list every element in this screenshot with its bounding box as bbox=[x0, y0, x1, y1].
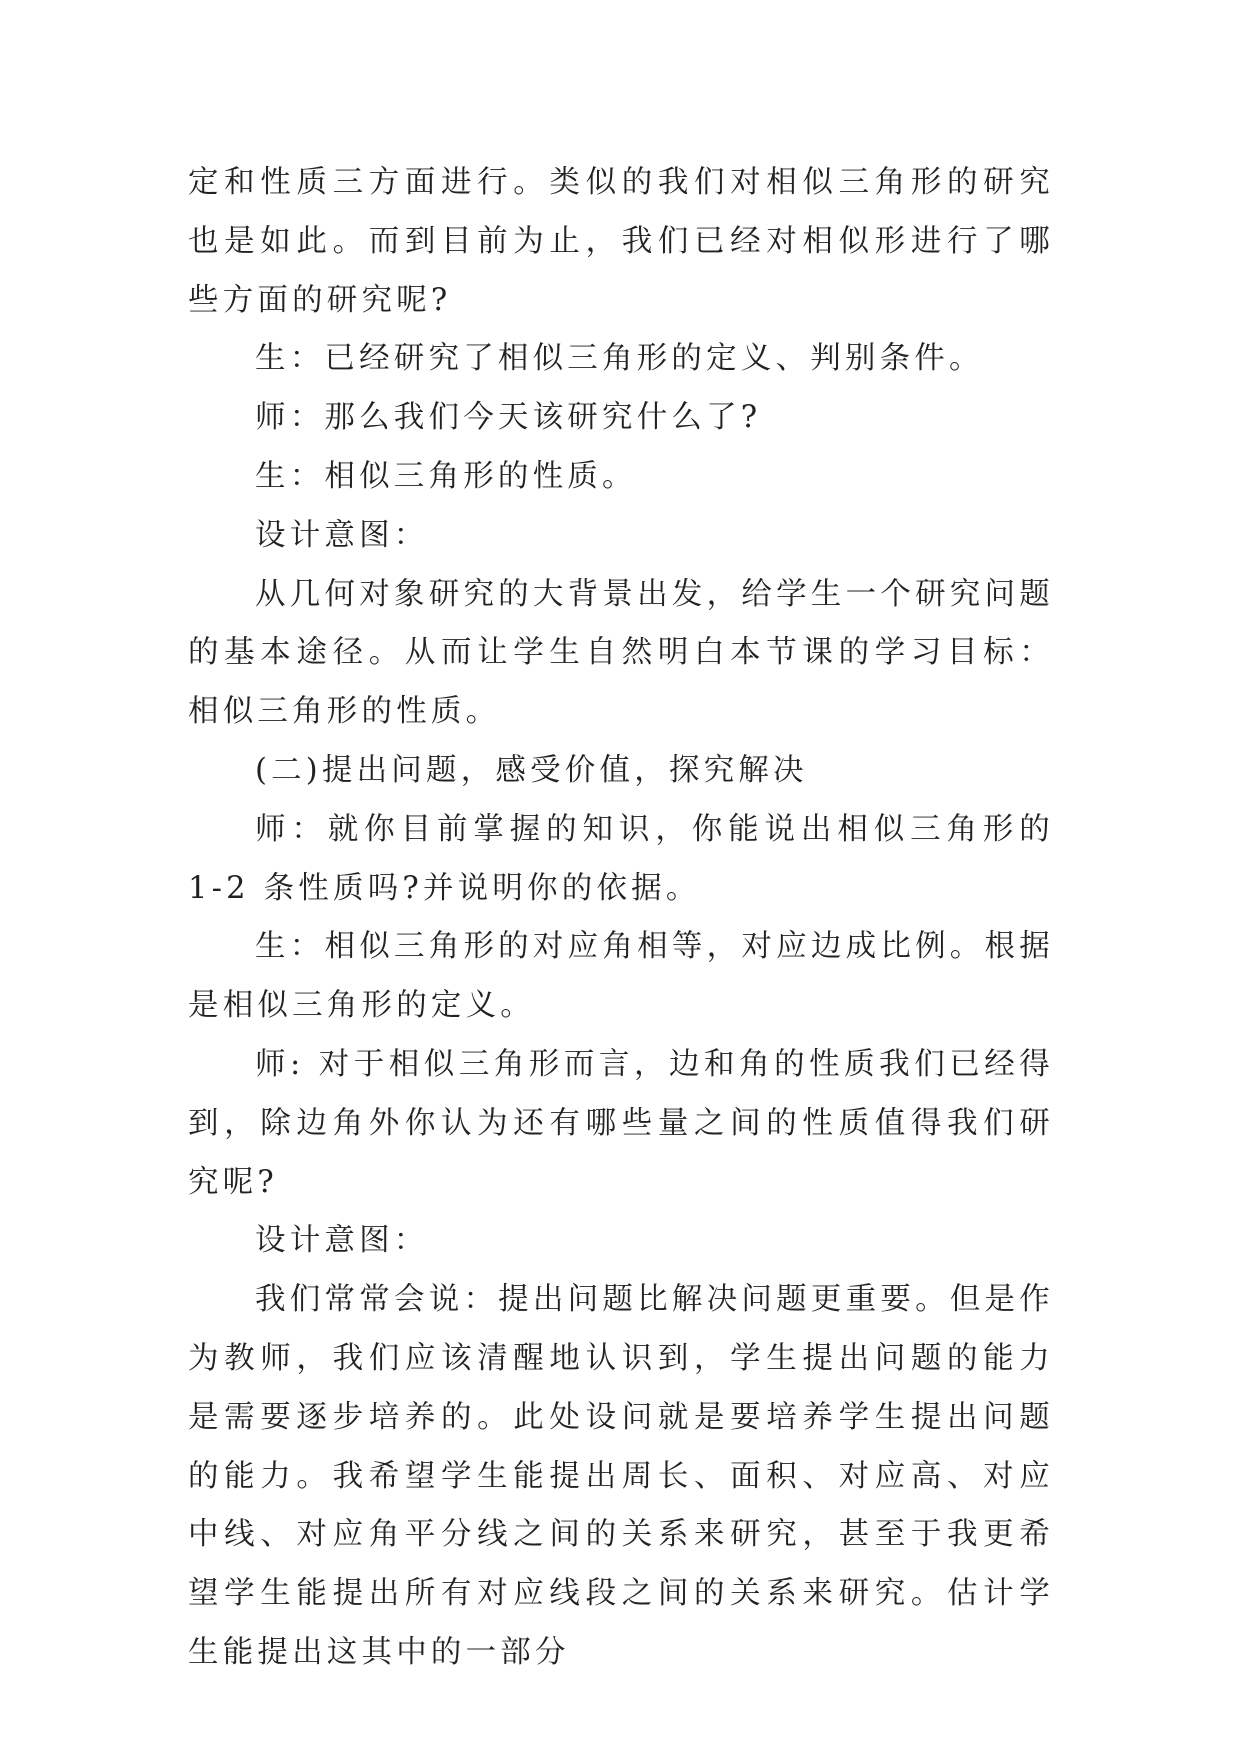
paragraph-11: 设计意图： bbox=[255, 1223, 429, 1259]
paragraph-2: 生：已经研究了相似三角形的定义、判别条件。 bbox=[255, 341, 984, 377]
paragraph-12: 我们常常会说：提出问题比解决问题更重要。但是作为教师，我们应该清醒地认识到，学生提出问题的能力是需要逐步培养的。此处设问就是要培养学生提出问题的能力。我希望学生能提出周长、面积、对应高、对应中线、对应角平分线之间的关系来研究，甚至于我更希望学生能提出所有对应线段之间的关系来研究。估计学生能提出这其中的一部分 bbox=[188, 1282, 1054, 1670]
paragraph-10: 师: 对于相似三角形而言，边和角的性质我们已经得到，除边角外你认为还有哪些量之间的性质值得我们研究呢? bbox=[188, 1046, 1054, 1200]
paragraph-8: 师：就你目前掌握的知识，你能说出相似三角形的 1-2 条性质吗?并说明你的依据。 bbox=[188, 811, 1054, 906]
document-body bbox=[188, 154, 1054, 1683]
paragraph-4: 生：相似三角形的性质。 bbox=[255, 458, 637, 494]
paragraph-1: 定和性质三方面进行。类似的我们对相似三角形的研究也是如此。而到目前为止，我们已经对相似形进行了哪些方面的研究呢? bbox=[188, 165, 1054, 318]
paragraph-7: (二)提出问题，感受价值，探究解决 bbox=[255, 752, 808, 788]
paragraph-5: 设计意图： bbox=[255, 517, 429, 553]
paragraph-9: 生：相似三角形的对应角相等，对应边成比例。根据是相似三角形的定义。 bbox=[188, 929, 1054, 1024]
paragraph-6: 从几何对象研究的大背景出发，给学生一个研究问题的基本途径。从而让学生自然明白本节课的学习目标：相似三角形的性质。 bbox=[188, 576, 1054, 730]
paragraph-3: 师：那么我们今天该研究什么了? bbox=[255, 400, 762, 436]
